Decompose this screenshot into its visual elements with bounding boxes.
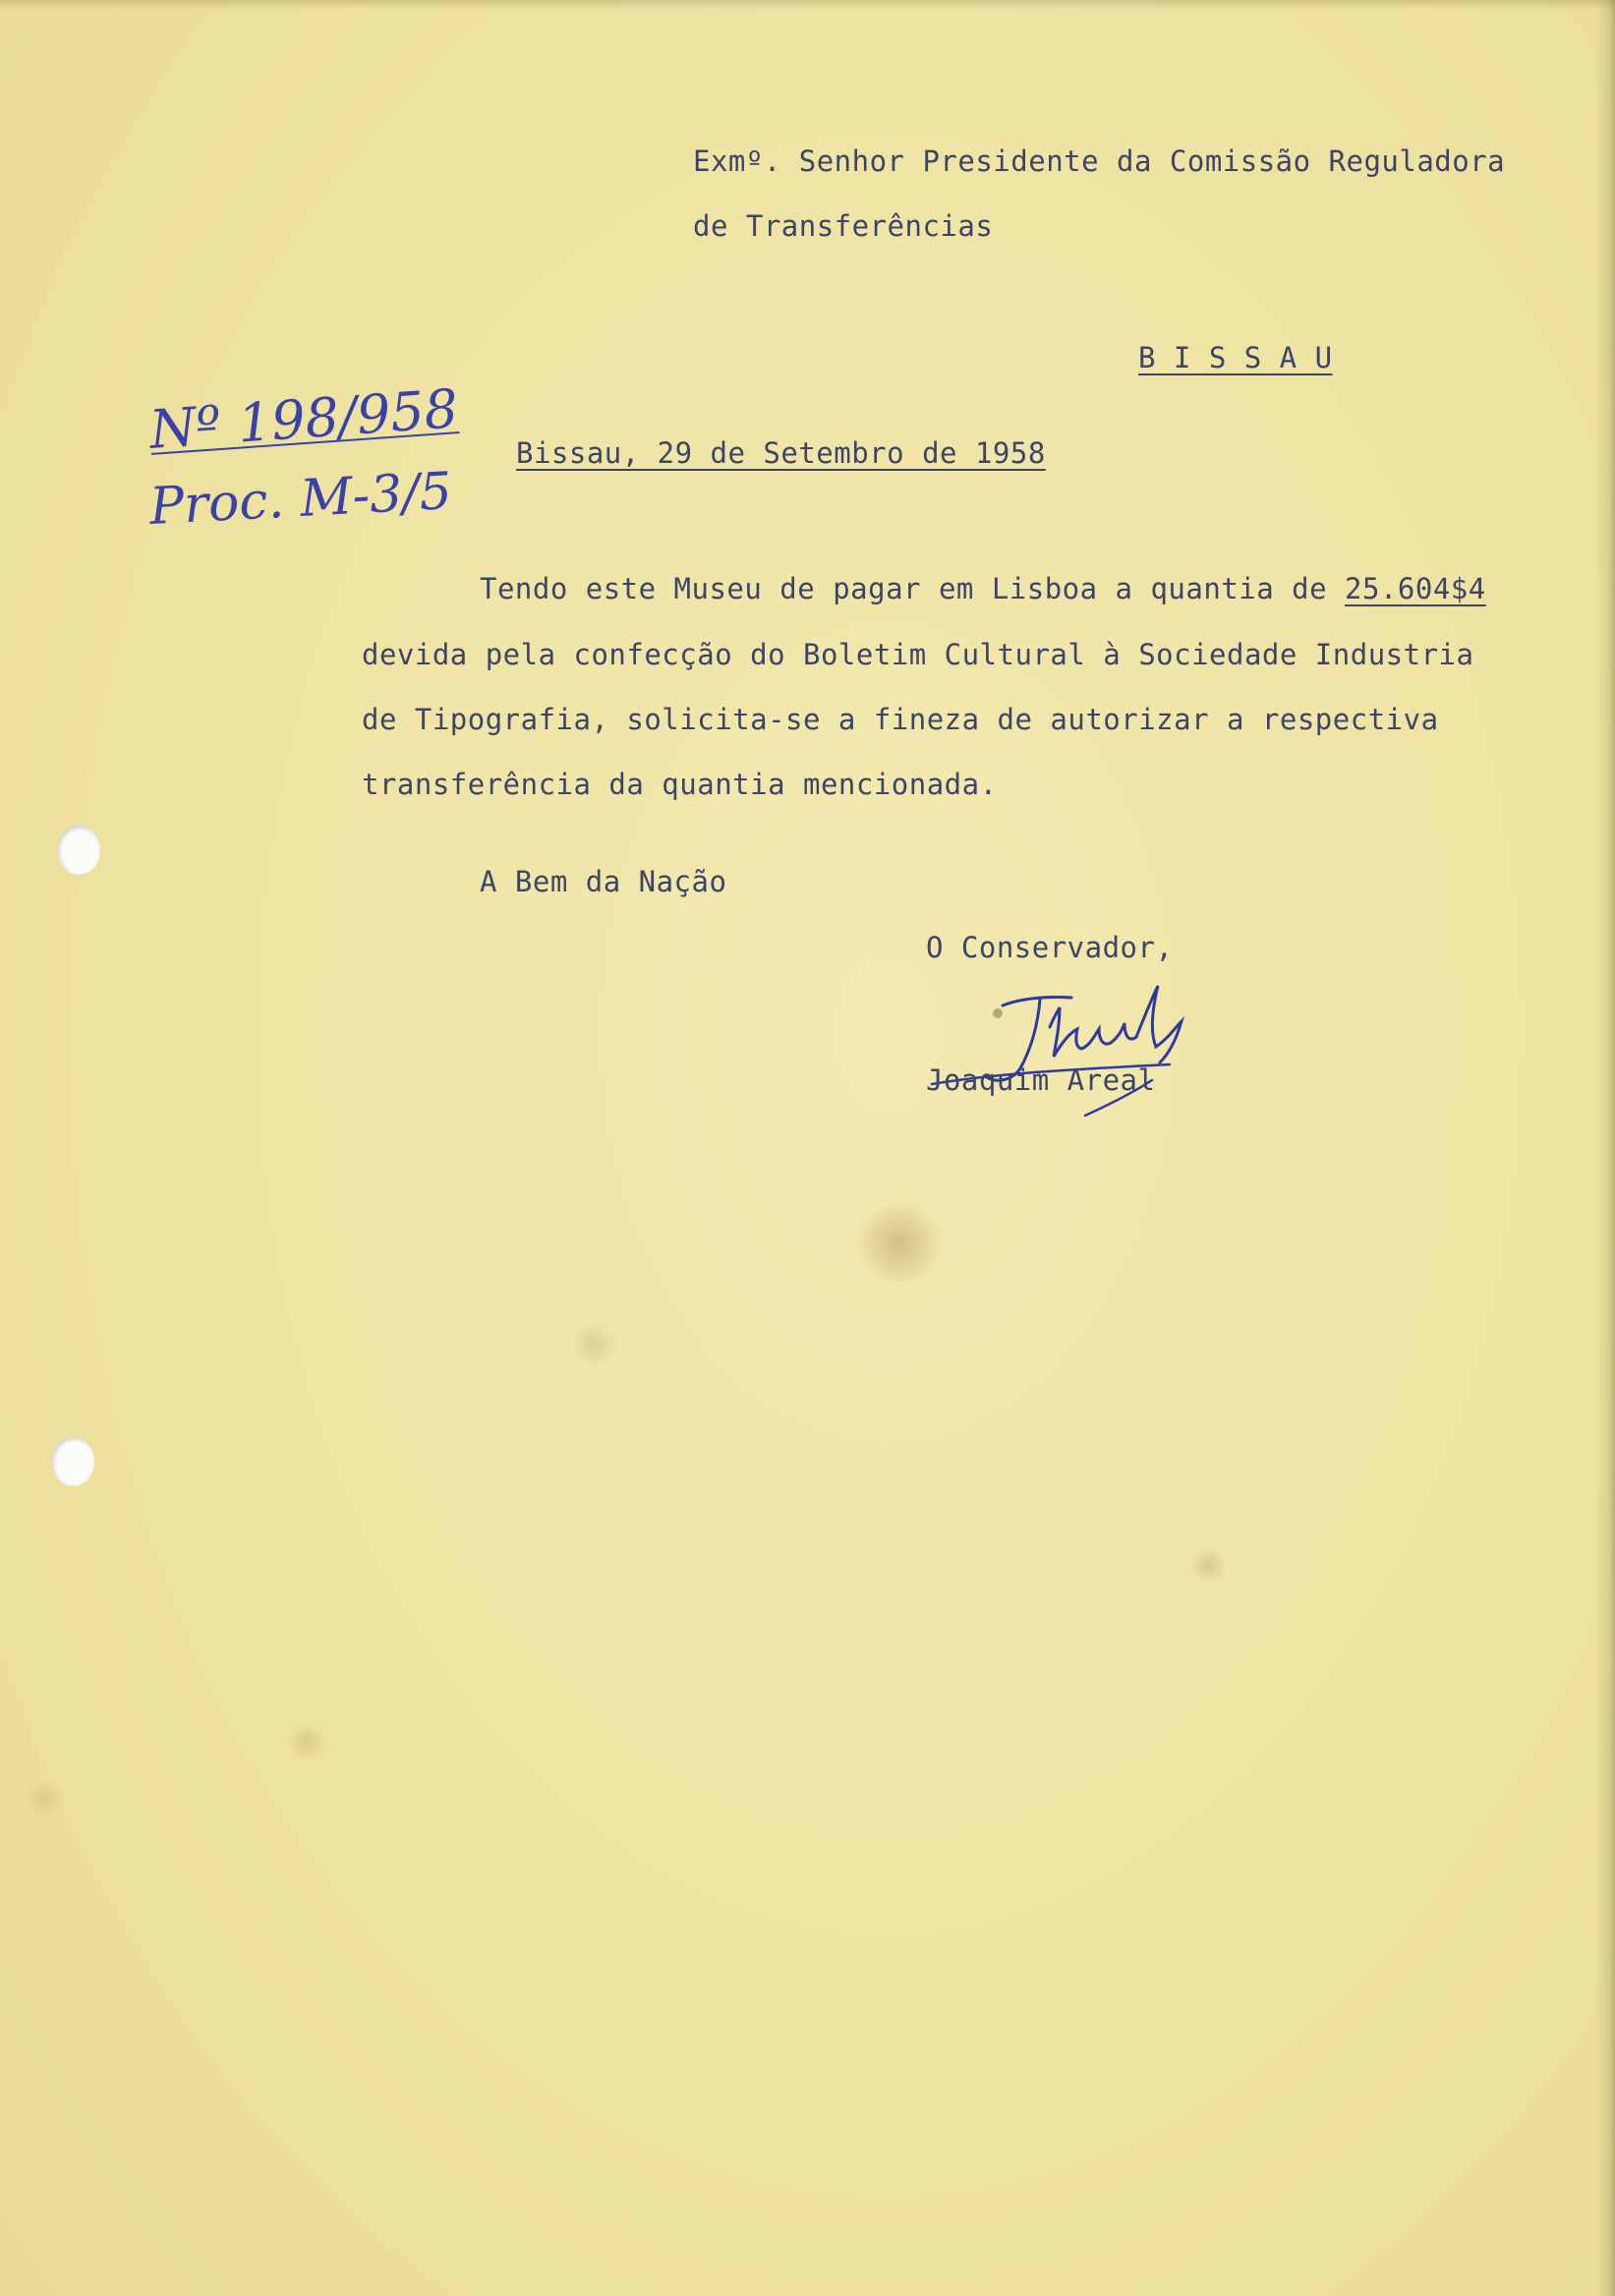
body-line: de Tipografia, solicita-se a fineza de autorizar a respectiva: [362, 703, 1439, 736]
date-line: Bissau, 29 de Setembro de 1958: [516, 436, 1046, 470]
punch-hole: [51, 1437, 94, 1486]
body-text: Tendo este Museu de pagar em Lisboa a quantia de: [480, 572, 1346, 605]
addressee-line: de Transferências: [693, 209, 994, 243]
closing-salutation: A Bem da Nação: [480, 865, 727, 898]
page-edge-shadow-top: [0, 0, 1615, 10]
page-edge-shadow-right: [1595, 0, 1615, 2296]
body-line: devida pela confecção do Boletim Cultural à Sociedade Industria: [362, 638, 1474, 671]
stain-mark: [1189, 1548, 1229, 1582]
signer-name: Joaquim Areal: [926, 1063, 1156, 1097]
handwritten-reference-number: Nº 198/958: [147, 377, 460, 461]
handwritten-signature: [924, 978, 1239, 1125]
payment-amount: 25.604$4: [1345, 572, 1486, 605]
stain-mark: [25, 1779, 64, 1818]
stain-mark: [570, 1322, 619, 1366]
handwritten-process-code: Proc. M-3/5: [147, 461, 454, 538]
body-line: [480, 572, 1486, 605]
stain-mark: [285, 1725, 329, 1759]
stain-mark: [855, 1204, 944, 1283]
city-heading: B I S S A U: [1138, 341, 1333, 374]
body-line: transferência da quantia mencionada.: [362, 768, 998, 801]
punch-hole: [57, 826, 100, 875]
addressee-line: Exmº. Senhor Presidente da Comissão Reguladora: [693, 144, 1506, 178]
signer-title: O Conservador,: [926, 931, 1174, 964]
